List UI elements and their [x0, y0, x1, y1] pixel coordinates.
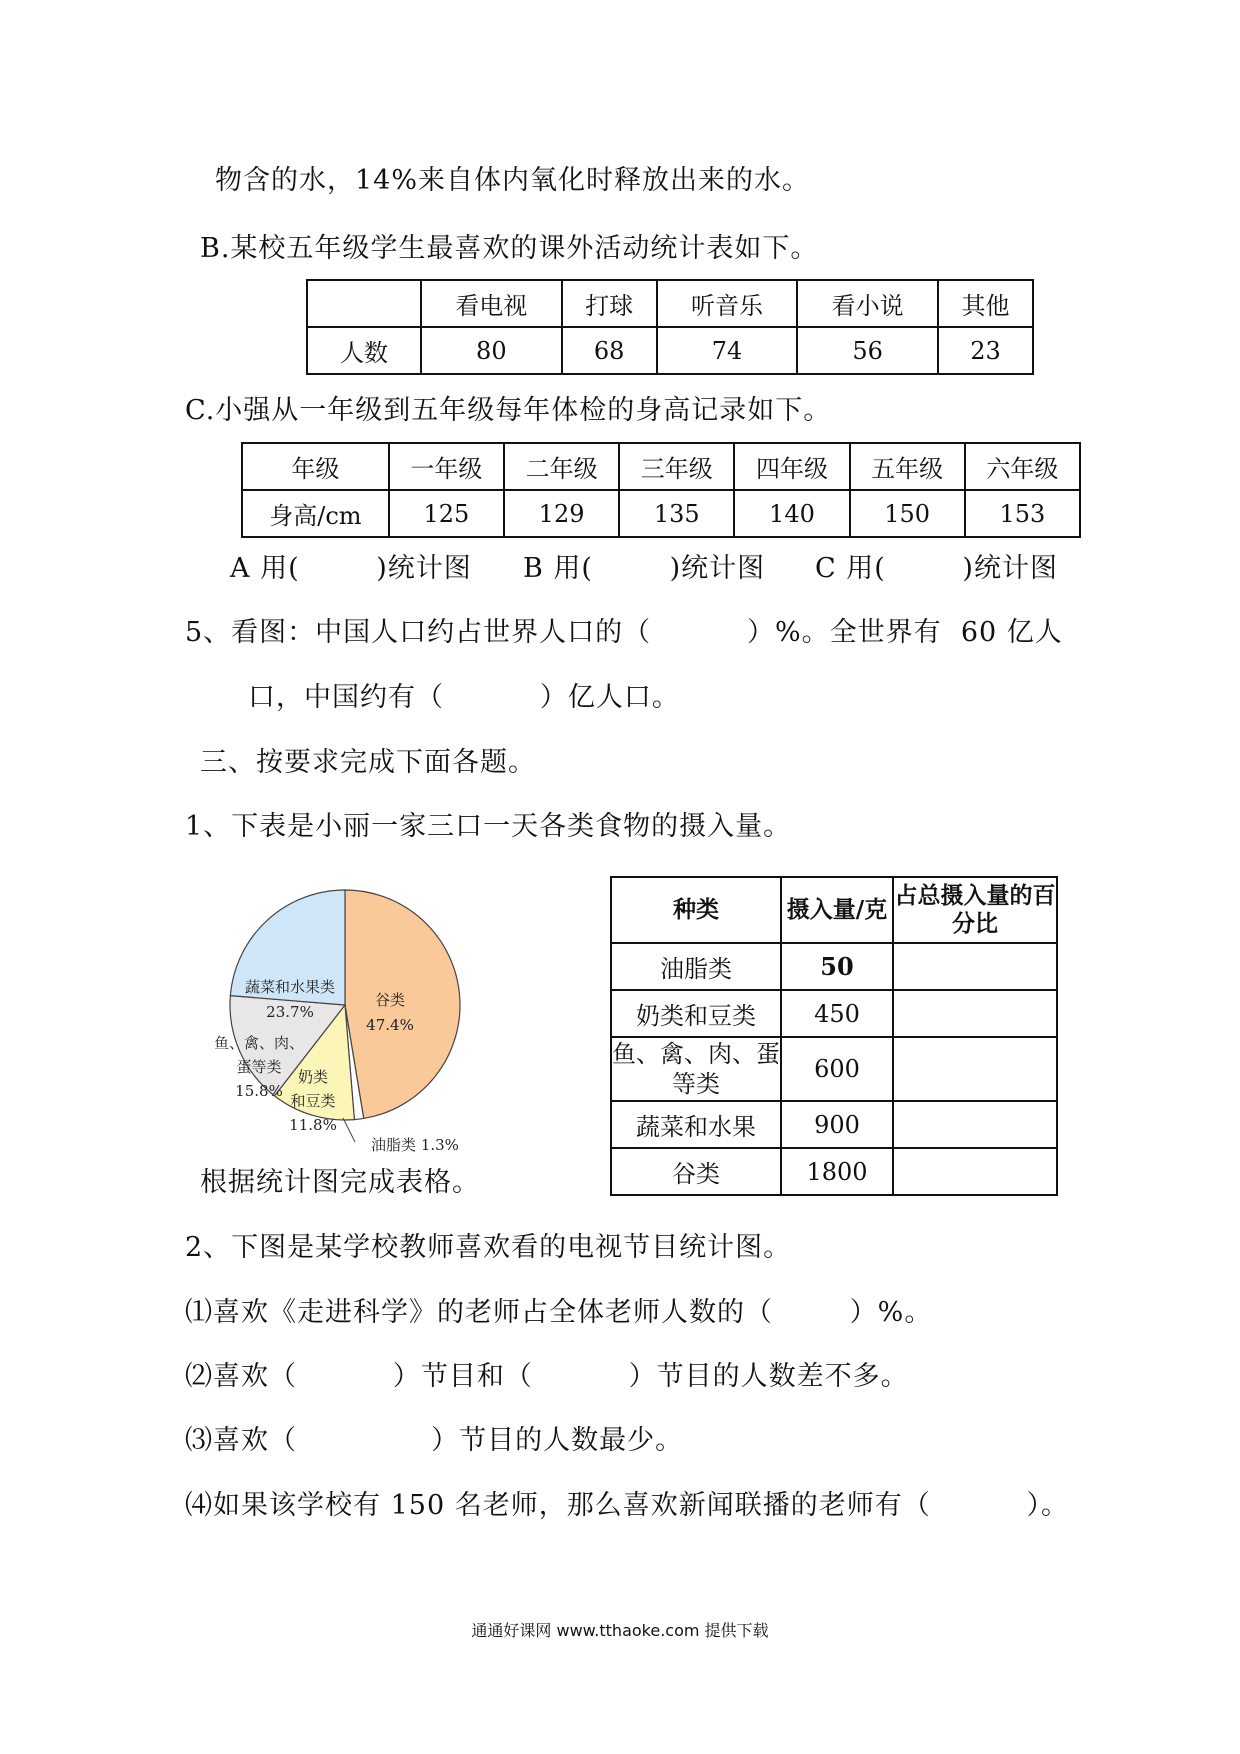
activity-header-ball: 打球: [562, 280, 657, 327]
height-row-label: 身高/cm: [242, 490, 389, 537]
text-line-4c: C 用( )统计图: [815, 553, 1058, 584]
height-table: [241, 442, 1081, 538]
text-line-1: 物含的水，14%来自体内氧化时释放出来的水。: [215, 165, 811, 196]
text-line-10: 2、下图是某学校教师喜欢看的电视节目统计图。: [185, 1232, 792, 1263]
pie-label: 23.7%: [266, 1003, 314, 1021]
food-row-pct: [893, 1037, 1057, 1101]
text-line-6: 口，中国约有（ ）亿人口。: [248, 682, 680, 713]
text-line-13: ⑶喜欢（ ）节目的人数最少。: [185, 1425, 684, 1456]
page-footer: 通通好课网 www.tthaoke.com 提供下载: [471, 1621, 769, 1640]
activity-cell-music: 74: [657, 327, 798, 374]
text-line-2: B.某校五年级学生最喜欢的课外活动统计表如下。: [200, 233, 819, 264]
food-header-amount: 摄入量/克: [781, 877, 893, 943]
height-cell-g2: 129: [504, 490, 619, 537]
activity-header-music: 听音乐: [657, 280, 798, 327]
activity-header-tv: 看电视: [421, 280, 562, 327]
food-row-name: 油脂类: [611, 943, 781, 990]
text-line-4a: A 用( )统计图: [230, 553, 472, 584]
food-row-amount: 450: [781, 990, 893, 1037]
oil-leader-line: [343, 1118, 355, 1142]
pie-label: 奶类: [297, 1068, 329, 1086]
section-three-heading: 三、按要求完成下面各题。: [200, 747, 536, 778]
height-cell-g4: 140: [734, 490, 849, 537]
pie-label: 油脂类 1.3%: [371, 1136, 459, 1154]
pie-label: 蔬菜和水果类: [244, 978, 336, 996]
food-row-amount: 600: [781, 1037, 893, 1101]
text-line-11: ⑴喜欢《走进科学》的老师占全体老师人数的（ ）%。: [185, 1297, 933, 1328]
pie-label: 和豆类: [290, 1092, 336, 1110]
food-row-name: 蔬菜和水果: [611, 1101, 781, 1148]
food-row-pct: [893, 1148, 1057, 1195]
height-header-g5: 五年级: [850, 443, 965, 490]
height-cell-g5: 150: [850, 490, 965, 537]
activity-cell-tv: 80: [421, 327, 562, 374]
food-row-amount: 1800: [781, 1148, 893, 1195]
pie-label: 11.8%: [289, 1116, 337, 1134]
food-table: [610, 876, 1058, 1196]
activity-header-other: 其他: [938, 280, 1033, 327]
food-row-name: 鱼、禽、肉、蛋等类: [611, 1037, 781, 1101]
height-header-grade: 年级: [242, 443, 389, 490]
food-header-pct: 占总摄入量的百分比: [893, 877, 1057, 943]
food-row-pct: [893, 990, 1057, 1037]
text-line-12: ⑵喜欢（ ）节目和（ ）节目的人数差不多。: [185, 1361, 909, 1392]
activity-header-novel: 看小说: [797, 280, 938, 327]
text-line-3: C.小强从一年级到五年级每年体检的身高记录如下。: [185, 395, 832, 426]
food-header-type: 种类: [611, 877, 781, 943]
activity-table: [306, 279, 1034, 375]
activity-header-blank: [307, 280, 421, 327]
pie-label: 47.4%: [366, 1016, 414, 1034]
text-line-14: ⑷如果该学校有 150 名老师，那么喜欢新闻联播的老师有（ ）。: [185, 1490, 1070, 1521]
text-line-9: 根据统计图完成表格。: [200, 1167, 480, 1198]
activity-cell-other: 23: [938, 327, 1033, 374]
height-cell-g3: 135: [619, 490, 734, 537]
height-cell-g6: 153: [965, 490, 1080, 537]
food-pie-chart: [215, 880, 500, 1170]
height-header-g2: 二年级: [504, 443, 619, 490]
food-row-pct: [893, 1101, 1057, 1148]
activity-cell-novel: 56: [797, 327, 938, 374]
activity-row-label: 人数: [307, 327, 421, 374]
food-row-amount: 50: [781, 943, 893, 990]
food-row-name: 谷类: [611, 1148, 781, 1195]
text-line-5: 5、看图：中国人口约占世界人口的（ ）%。全世界有 60 亿人: [185, 617, 1063, 648]
food-row-name: 奶类和豆类: [611, 990, 781, 1037]
height-header-g6: 六年级: [965, 443, 1080, 490]
height-header-g3: 三年级: [619, 443, 734, 490]
pie-label: 蛋等类: [236, 1058, 282, 1076]
text-line-4b: B 用( )统计图: [523, 553, 766, 584]
pie-label: 鱼、禽、肉、: [215, 1034, 305, 1052]
pie-label: 15.8%: [235, 1082, 283, 1100]
food-row-pct: [893, 943, 1057, 990]
pie-label: 谷类: [374, 991, 406, 1009]
pie-svg: [215, 880, 500, 1170]
height-header-g1: 一年级: [389, 443, 504, 490]
height-header-g4: 四年级: [734, 443, 849, 490]
activity-cell-ball: 68: [562, 327, 657, 374]
food-row-amount: 900: [781, 1101, 893, 1148]
height-cell-g1: 125: [389, 490, 504, 537]
text-line-8: 1、下表是小丽一家三口一天各类食物的摄入量。: [185, 811, 792, 842]
